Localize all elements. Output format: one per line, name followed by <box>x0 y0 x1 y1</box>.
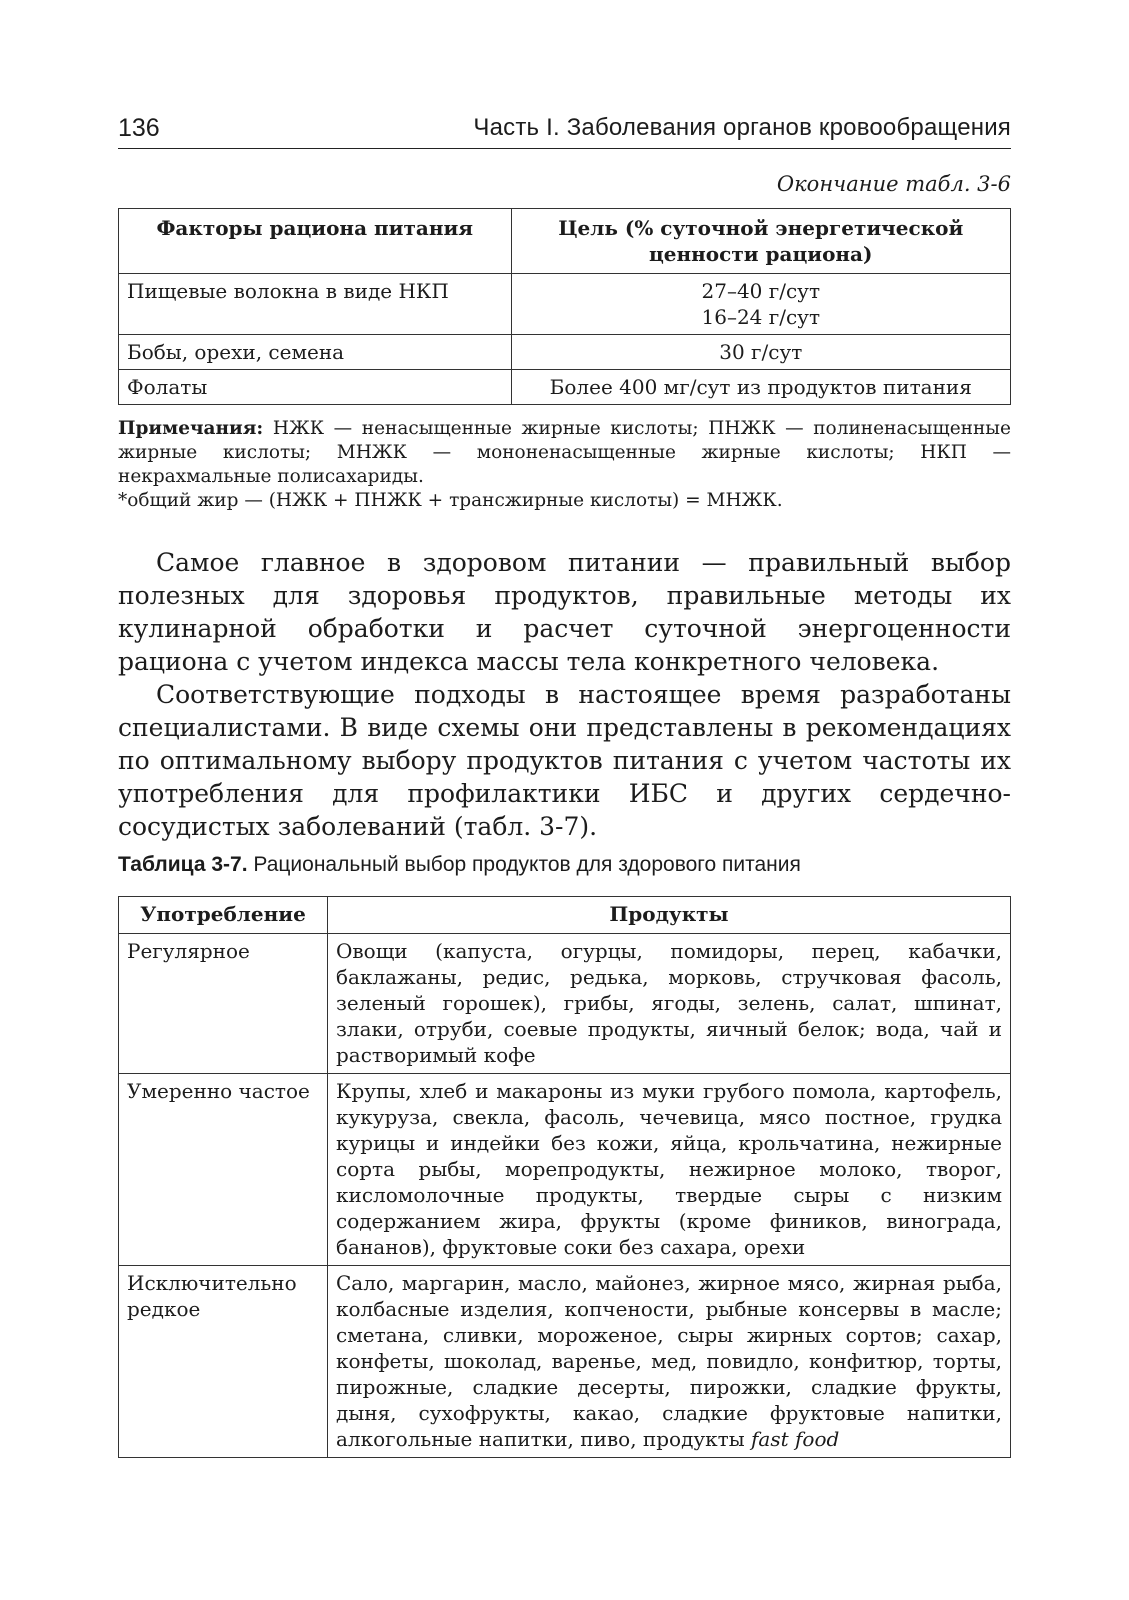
paragraph: Самое главное в здоровом питании — правильный выбор полезных для здоровья продуктов, правильные методы их кулинарной обработки и расчет суточной энергоценности рациона с учетом индекса массы тела конкретного человека. <box>118 548 1011 676</box>
table-continuation-label: Окончание табл. 3-6 <box>776 172 1011 196</box>
table-row <box>119 1266 1011 1458</box>
goal-cell <box>511 274 1010 335</box>
table-row <box>119 934 1011 1074</box>
table-header-row <box>119 209 1011 274</box>
usage-cell: Регулярное <box>119 934 328 1074</box>
table-row <box>119 274 1011 335</box>
column-header-usage: Употребление <box>119 897 328 934</box>
goal-value: 30 г/сут <box>719 340 803 364</box>
running-header <box>118 108 1011 149</box>
notes-text <box>118 417 1011 489</box>
usage-cell: Умеренно частое <box>119 1074 328 1266</box>
table-row <box>119 335 1011 370</box>
products-italic-tail: fast food <box>751 1427 840 1451</box>
notes-body: НЖК — ненасыщенные жирные кислоты; ПНЖК — полиненасыщенные жирные кислоты; МНЖК — мононенасыщенные жирные кислоты; НКП — некрахмальные полисахариды. <box>118 418 1011 487</box>
table-row <box>119 370 1011 405</box>
table-row <box>119 1074 1011 1266</box>
running-title: Часть I. Заболевания органов кровообращения <box>473 114 1011 141</box>
caption-label: Таблица 3-7. <box>118 853 248 876</box>
goal-cell <box>511 335 1010 370</box>
products-cell: Крупы, хлеб и макароны из муки грубого помола, картофель, кукуруза, свекла, фасоль, чечевица, мясо постное, грудка курицы и индейки без кожи, яйца, крольчатина, нежирные сорта рыбы, морепродукты, нежирное молоко, творог, кисломолочные продукты, твердые сыры с низким содержанием жира, фрукты (кроме фиников, винограда, бананов), фруктовые соки без сахара, орехи <box>328 1074 1011 1266</box>
goal-value: Более 400 мг/сут из продуктов питания <box>549 375 972 399</box>
table-header-row <box>119 897 1011 934</box>
table-3-6 <box>118 208 1011 405</box>
body-text <box>118 546 1011 843</box>
page-number: 136 <box>118 114 160 142</box>
products-text: Сало, маргарин, масло, майонез, жирное мясо, жирная рыба, колбасные изделия, копчености, рыбные консервы в масле; сметана, сливки, мороженое, сыры жирных сортов; сахар, конфеты, шоколад, варенье, мед, повидло, конфитюр, торты, пирожные, сладкие десерты, пирожки, сладкие фрукты, дыня, сухофрукты, какао, сладкие фруктовые напитки, алкогольные напитки, пиво, продукты <box>336 1271 1002 1451</box>
table-3-7 <box>118 896 1011 1458</box>
paragraph: Соответствующие подходы в настоящее время разработаны специалистами. В виде схемы они представлены в рекомендациях по оптимальному выбору продуктов питания с учетом частоты их употребления для профилактики ИБС и других сердечно-сосудистых заболеваний (табл. 3-7). <box>118 680 1011 841</box>
column-header-products: Продукты <box>328 897 1011 934</box>
table-caption <box>118 853 801 877</box>
column-header-factors: Факторы рациона питания <box>119 209 512 274</box>
notes-footnote: *общий жир — (НЖК + ПНЖК + трансжирные кислоты) = МНЖК. <box>118 490 783 511</box>
products-cell: Овощи (капуста, огурцы, помидоры, перец, кабачки, баклажаны, редис, редька, морковь, стручковая фасоль, зеленый горошек), грибы, ягоды, зелень, салат, шпинат, злаки, отруби, соевые продукты, яичный белок; вода, чай и растворимый кофе <box>328 934 1011 1074</box>
caption-text: Рациональный выбор продуктов для здорового питания <box>253 853 801 876</box>
products-cell <box>328 1266 1011 1458</box>
usage-cell: Исключительно редкое <box>119 1266 328 1458</box>
column-header-goal: Цель (% суточной энергетической ценности рациона) <box>511 209 1010 274</box>
goal-cell <box>511 370 1010 405</box>
factor-cell: Пищевые волокна в виде НКП <box>119 274 512 335</box>
factor-cell: Бобы, орехи, семена <box>119 335 512 370</box>
table-notes <box>118 417 1011 513</box>
goal-value: 16–24 г/сут <box>701 305 821 329</box>
factor-cell: Фолаты <box>119 370 512 405</box>
goal-value: 27–40 г/сут <box>701 279 821 303</box>
notes-label: Примечания: <box>118 418 264 439</box>
